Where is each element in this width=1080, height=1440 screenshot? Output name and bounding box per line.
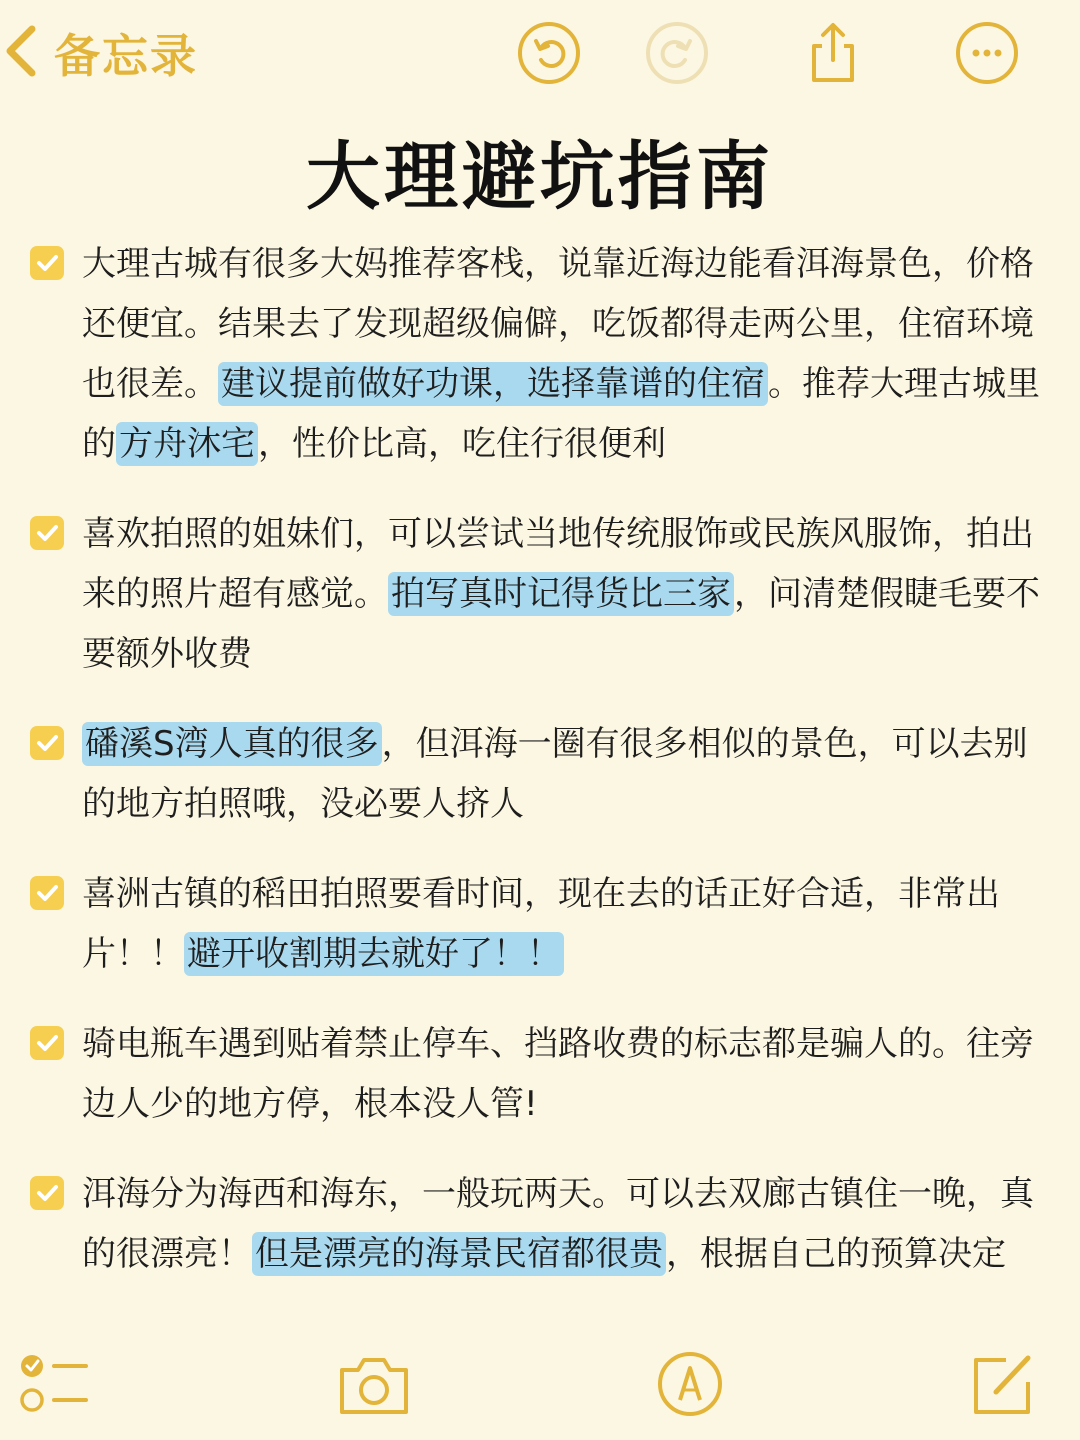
checkbox-checked-icon[interactable] — [30, 1026, 64, 1060]
text-segment: 大理古城有很多大妈推荐客栈，说靠近海边能看洱海景色，价格还便宜。结果去了发现超级偏僻，吃饭都得走两公里，住宿环境也很差。 — [82, 244, 1034, 404]
checklist — [0, 234, 1080, 1314]
checkbox-checked-icon[interactable] — [30, 516, 64, 550]
checkbox-checked-icon[interactable] — [30, 246, 64, 280]
text-segment: 。推荐大理古城里的 — [82, 364, 1040, 464]
top-toolbar — [0, 0, 1080, 110]
item-text — [82, 864, 1040, 984]
item-text — [82, 1164, 1040, 1284]
text-segment: ，问清楚假睫毛要不要额外收费 — [82, 574, 1040, 674]
highlighted-text: 拍写真时记得货比三家 — [388, 572, 734, 616]
list-item — [0, 504, 1080, 684]
bottom-toolbar — [0, 1340, 1080, 1440]
list-item — [0, 234, 1080, 474]
list-item — [0, 714, 1080, 834]
list-item — [0, 1014, 1080, 1134]
text-segment: 洱海分为海西和海东，一般玩两天。可以去双廊古镇住一晚，真的很漂亮！ — [82, 1174, 1034, 1274]
highlighted-text: 方舟沐宅 — [116, 422, 258, 466]
undo-icon[interactable] — [516, 20, 582, 86]
text-segment: ，性价比高，吃住行很便利 — [258, 424, 666, 464]
text-segment: 喜欢拍照的姐妹们，可以尝试当地传统服饰或民族风服饰，拍出来的照片超有感觉。 — [82, 514, 1034, 614]
checklist-icon[interactable] — [18, 1348, 90, 1420]
markup-icon[interactable] — [654, 1348, 726, 1420]
chevron-left-icon — [0, 21, 46, 85]
checkbox-checked-icon[interactable] — [30, 726, 64, 760]
text-segment: 喜洲古镇的稻田拍照要看时间，现在去的话正好合适，非常出片！！ — [82, 874, 1000, 974]
back-label: 备忘录 — [54, 29, 198, 83]
item-text — [82, 234, 1040, 474]
more-icon[interactable] — [954, 20, 1020, 86]
text-segment: ，根据自己的预算决定 — [666, 1234, 1006, 1274]
compose-icon[interactable] — [966, 1348, 1038, 1420]
highlighted-text: 建议提前做好功课，选择靠谱的住宿 — [218, 362, 768, 406]
highlighted-text: 但是漂亮的海景民宿都很贵 — [252, 1232, 666, 1276]
share-icon[interactable] — [800, 20, 866, 86]
item-text — [82, 714, 1040, 834]
list-item — [0, 864, 1080, 984]
redo-icon[interactable] — [644, 20, 710, 86]
checkbox-checked-icon[interactable] — [30, 1176, 64, 1210]
item-text — [82, 504, 1040, 684]
list-item — [0, 1164, 1080, 1284]
text-segment: ，但洱海一圈有很多相似的景色，可以去别的地方拍照哦，没必要人挤人 — [82, 724, 1028, 824]
highlighted-text: 避开收割期去就好了！！ — [184, 932, 564, 976]
note-title: 大理避坑指南 — [306, 134, 774, 220]
item-text — [82, 1014, 1040, 1134]
checkbox-checked-icon[interactable] — [30, 876, 64, 910]
camera-icon[interactable] — [334, 1348, 414, 1420]
highlighted-text: 磻溪S湾人真的很多 — [82, 722, 382, 766]
back-button[interactable] — [0, 18, 198, 88]
text-segment: 骑电瓶车遇到贴着禁止停车、挡路收费的标志都是骗人的。往旁边人少的地方停，根本没人管! — [82, 1024, 1034, 1124]
